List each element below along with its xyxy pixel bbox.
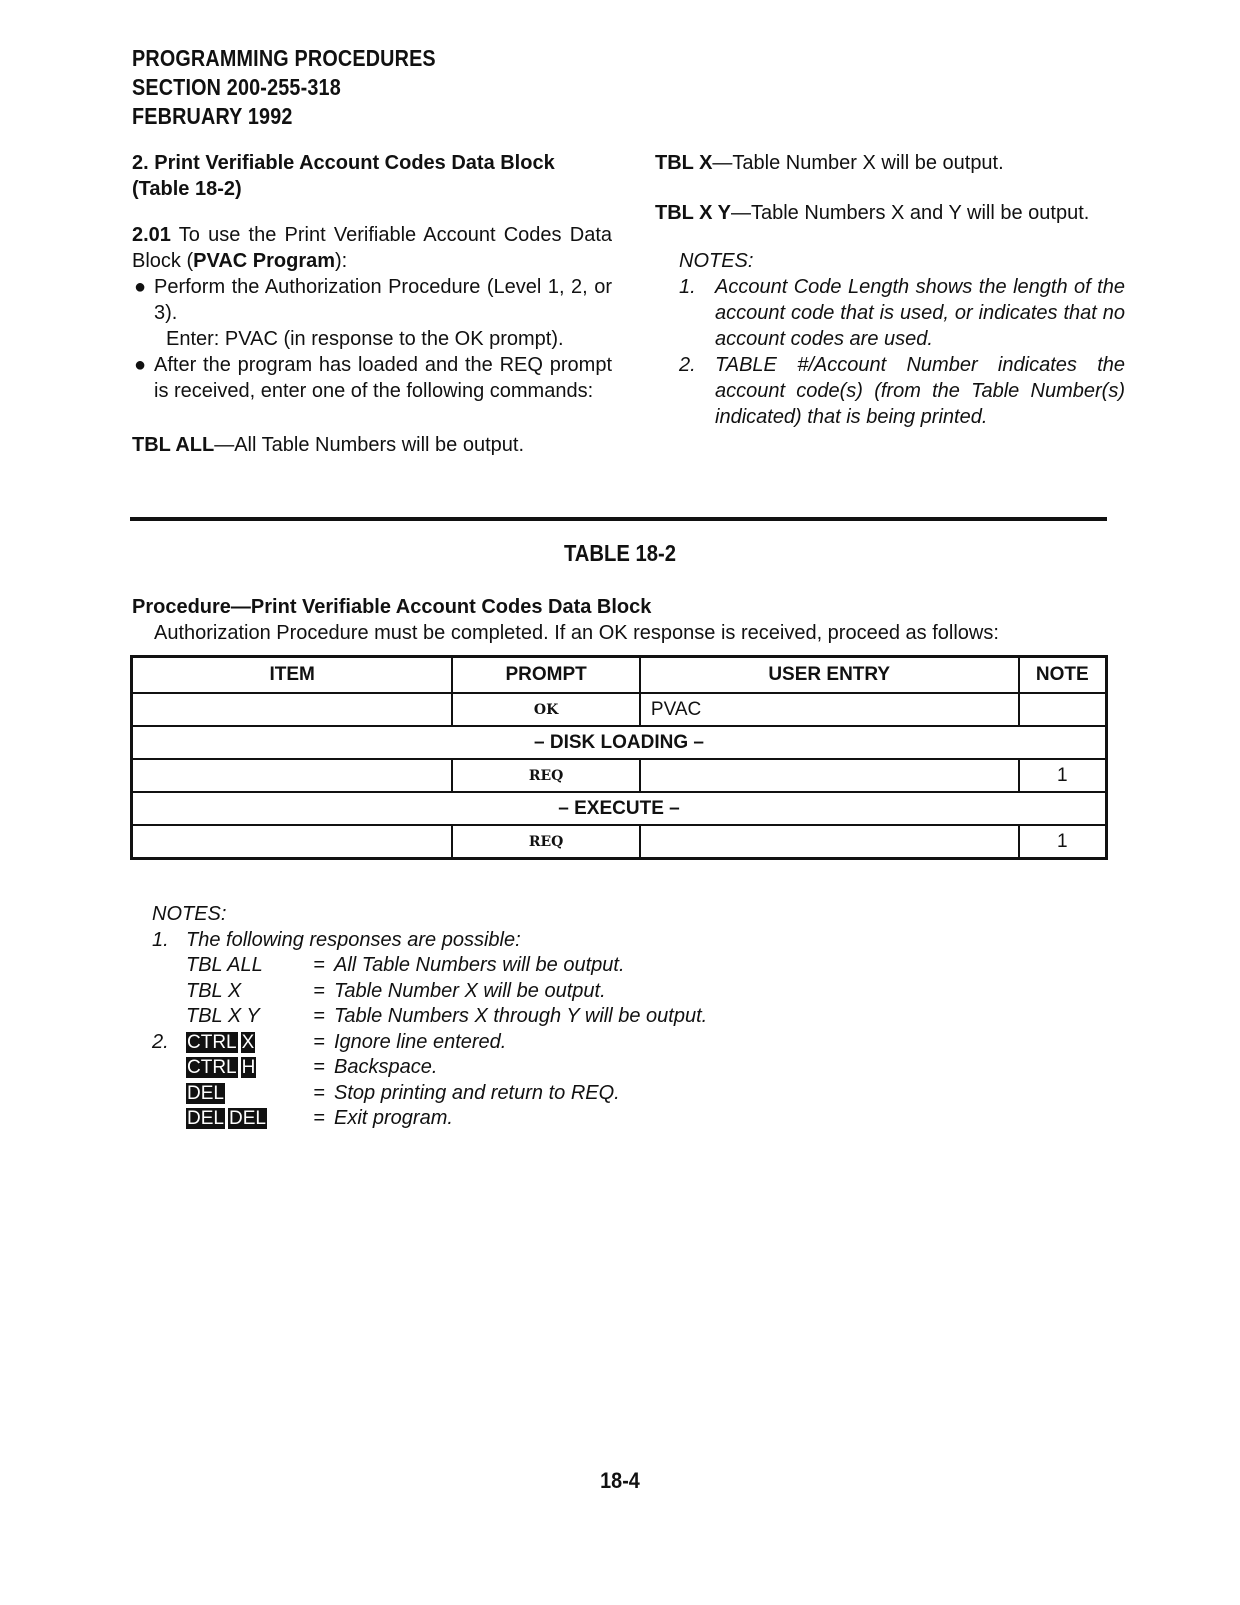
command-desc: —Table Numbers X and Y will be output. (730, 202, 1090, 224)
table-header-row (132, 657, 1107, 694)
notes-label: NOTES: (679, 250, 754, 272)
note-item (679, 274, 1125, 352)
table-row (132, 825, 1107, 859)
procedure-title: Procedure—Print Verifiable Account Codes Data Block (132, 596, 652, 618)
divider-rule (130, 517, 1107, 521)
table-row (132, 759, 1107, 792)
note-number: 2. (152, 1030, 169, 1053)
equals-sign: = (313, 1056, 325, 1078)
control-row (152, 1081, 707, 1107)
header-note: NOTE (1019, 657, 1107, 694)
note-cell: 1 (1019, 759, 1107, 792)
item-cell (132, 759, 453, 792)
step-item (132, 274, 612, 326)
equals-sign: = (313, 1107, 325, 1129)
left-column (132, 150, 612, 458)
notes-list (679, 274, 1125, 430)
response-value: All Table Numbers will be output. (334, 954, 625, 976)
equals-sign: = (313, 1081, 325, 1104)
header-prompt: PROMPT (452, 657, 640, 694)
command-tbl-x-y (655, 200, 1125, 226)
equals-sign: = (313, 954, 325, 976)
control-row (152, 1055, 707, 1081)
bullet-icon: ● (134, 354, 147, 376)
equals-sign: = (313, 979, 325, 1002)
control-value: Stop printing and return to REQ. (334, 1081, 620, 1104)
right-column (655, 150, 1125, 430)
command-tbl-all (132, 432, 612, 458)
del-key: DEL (187, 1108, 224, 1129)
procedure-table (130, 655, 1108, 860)
header-line-2: SECTION 200-255-318 (132, 74, 341, 100)
h-key: H (241, 1057, 256, 1078)
enter-text: Enter: PVAC (in response to the OK prompt). (166, 328, 564, 350)
control-row (152, 1106, 707, 1132)
step-text: After the program has loaded and the REQ prompt is received, enter one of the following commands: (154, 354, 612, 402)
paragraph-end: ): (335, 250, 348, 272)
command-name: TBL X Y (655, 202, 731, 224)
steps-list (132, 274, 612, 404)
command-name: TBL X (655, 152, 713, 174)
item-cell (132, 693, 453, 726)
command-name: TBL ALL (132, 434, 215, 456)
response-row (152, 979, 707, 1005)
right-notes (655, 248, 1125, 430)
note-text: The following responses are possible: (186, 928, 521, 951)
prompt-cell: REQ (452, 759, 640, 792)
bottom-notes (152, 902, 707, 1132)
section-title: 2. Print Verifiable Account Codes Data Block (Table 18-2) (132, 152, 555, 200)
procedure-subtitle: Authorization Procedure must be completed. If an OK response is received, proceed as follows: (154, 622, 999, 644)
note-text: TABLE #/Account Number indicates the account code(s) (from the Table Number(s) indicated) that is being printed. (715, 354, 1125, 428)
response-value: Table Numbers X through Y will be output. (334, 1005, 708, 1027)
del-key: DEL (228, 1108, 266, 1129)
note-text: Account Code Length shows the length of the account code that is used, or indicates that no account codes are used. (715, 276, 1125, 350)
item-cell (132, 825, 453, 859)
note-number: 1. (679, 276, 696, 298)
note-cell: 1 (1019, 825, 1107, 859)
control-row (152, 1030, 707, 1056)
note-row (152, 928, 707, 954)
equals-sign: = (313, 1030, 325, 1053)
note-number: 2. (679, 354, 696, 376)
command-desc: —All Table Numbers will be output. (214, 434, 524, 456)
notes-label: NOTES: (152, 903, 227, 925)
prompt-cell: REQ (452, 825, 640, 859)
equals-sign: = (313, 1005, 325, 1027)
header-line-1: PROGRAMMING PROCEDURES (132, 45, 436, 71)
table-row-section (132, 792, 1107, 825)
program-name: PVAC Program (193, 250, 336, 272)
response-value: Table Number X will be output. (334, 979, 606, 1002)
entry-cell (640, 825, 1019, 859)
header-user-entry: USER ENTRY (640, 657, 1019, 694)
note-cell (1019, 693, 1107, 726)
command-tbl-x (655, 150, 1125, 176)
prompt-cell: OK (452, 693, 640, 726)
entry-cell: PVAC (640, 693, 1019, 726)
response-key: TBL ALL (186, 954, 263, 976)
response-row (152, 1004, 707, 1030)
header-item: ITEM (132, 657, 453, 694)
note-item (679, 352, 1125, 430)
execute-label: – EXECUTE – (132, 792, 1107, 825)
ctrl-key: CTRL (187, 1031, 237, 1053)
page-number: 18-4 (600, 1468, 640, 1493)
step-text: Perform the Authorization Procedure (Level 1, 2, or 3). (154, 276, 612, 324)
disk-loading-label: – DISK LOADING – (132, 726, 1107, 759)
control-value: Ignore line entered. (334, 1030, 507, 1053)
x-key: X (241, 1031, 255, 1053)
intro-paragraph (132, 222, 612, 274)
control-value: Exit program. (334, 1107, 453, 1129)
enter-line (132, 326, 612, 352)
command-desc: —Table Number X will be output. (712, 152, 1004, 174)
del-key: DEL (187, 1082, 224, 1104)
entry-cell (640, 759, 1019, 792)
response-key: TBL X Y (186, 1005, 260, 1027)
bullet-icon: ● (134, 276, 147, 298)
paragraph-number: 2.01 (132, 224, 171, 246)
ctrl-key: CTRL (187, 1057, 237, 1078)
table-row (132, 693, 1107, 726)
note-number: 1. (152, 928, 169, 951)
response-key: TBL X (186, 979, 242, 1002)
page-header (132, 44, 436, 131)
response-row (152, 953, 707, 979)
control-value: Backspace. (334, 1056, 438, 1078)
step-item (132, 352, 612, 404)
header-line-3: FEBRUARY 1992 (132, 103, 293, 129)
table-row-section (132, 726, 1107, 759)
paragraph-text: To use the Print Verifiable Account Codes Data Block ( (132, 224, 612, 272)
table-title: TABLE 18-2 (563, 540, 677, 566)
